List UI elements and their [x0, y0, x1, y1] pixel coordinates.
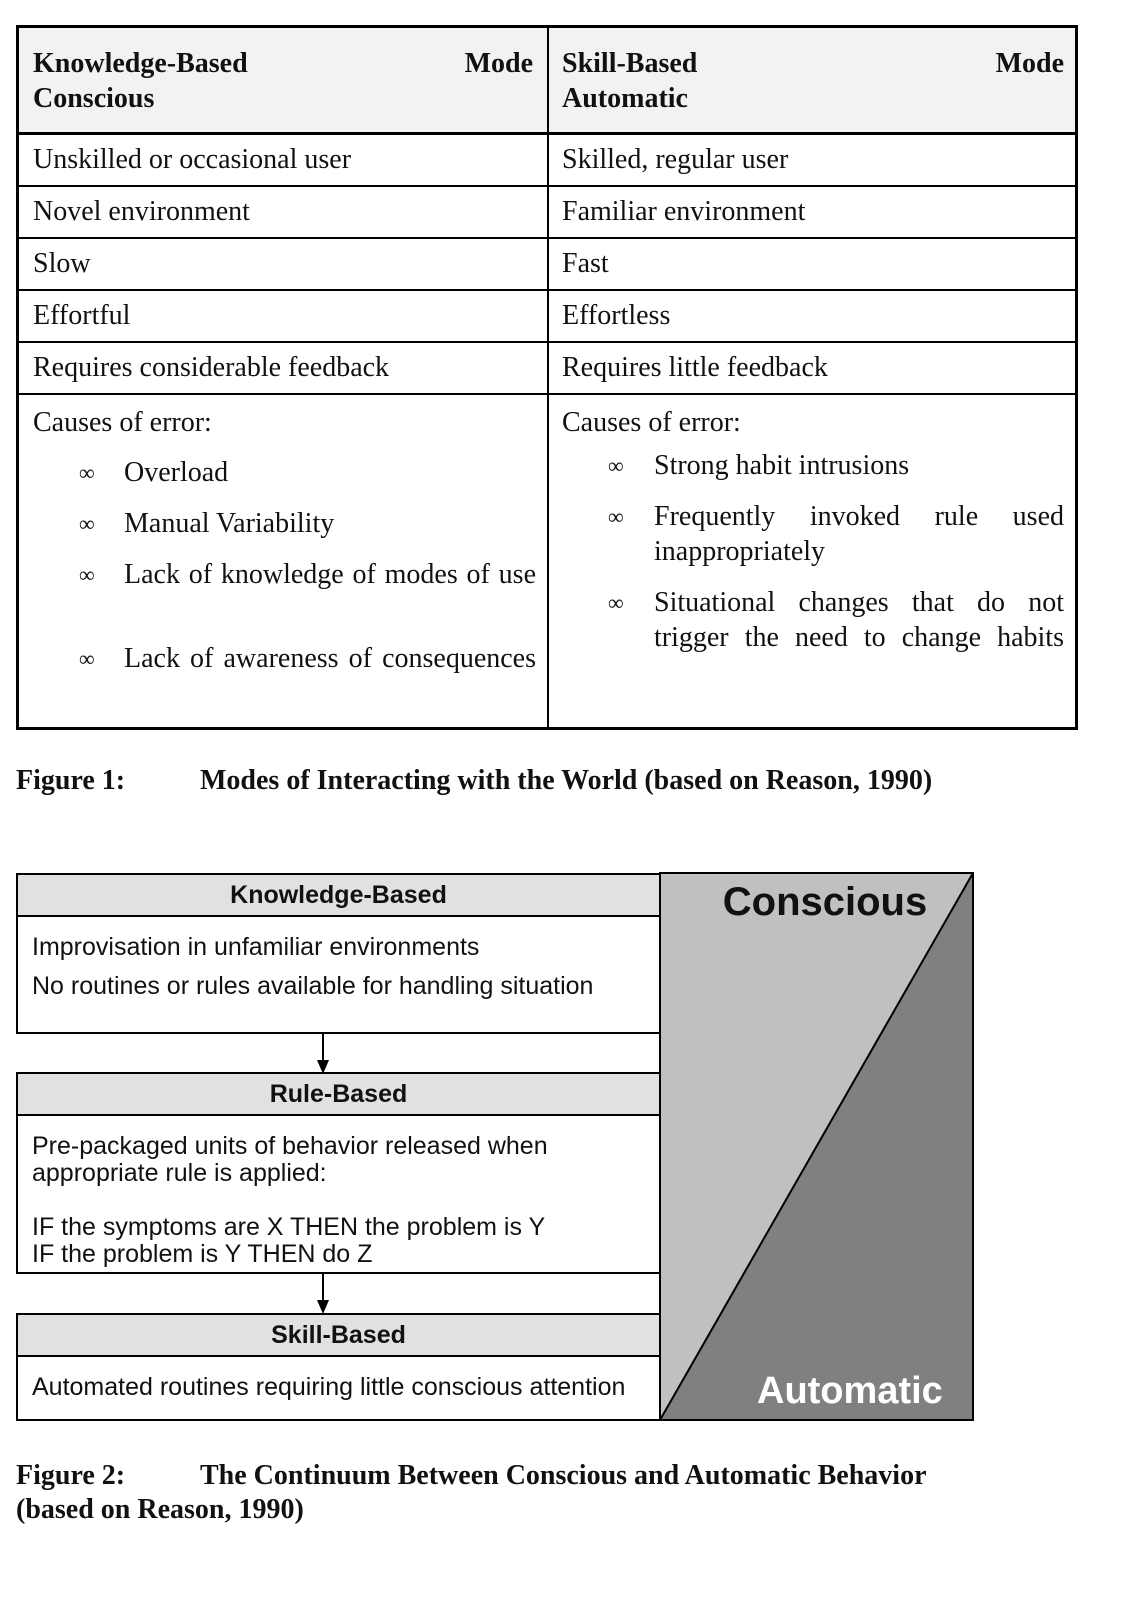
bullet-icon: ∞	[79, 511, 95, 536]
arrow-down-icon	[317, 1300, 329, 1314]
rule-based-title: Rule-Based	[18, 1074, 659, 1116]
header-right-sub: Automatic	[562, 83, 688, 114]
rule-based-box	[16, 1072, 661, 1274]
row-left-cell: Effortful	[33, 300, 131, 331]
bullet-icon: ∞	[79, 646, 95, 671]
left-cause-item: Lack of awareness of consequences	[124, 643, 536, 674]
knowledge-line: Improvisation in unfamiliar environments	[32, 933, 480, 961]
header-left-title: Knowledge-Based	[33, 48, 248, 79]
skill-based-box	[16, 1313, 661, 1421]
right-cause-item: Situational changes that do not trigger the need to change habits	[654, 587, 1064, 653]
skill-based-title: Skill-Based	[18, 1315, 659, 1357]
knowledge-based-box	[16, 873, 661, 1034]
figure2-caption-label: Figure 2:	[16, 1460, 126, 1491]
header-left-mode: Mode	[464, 48, 533, 79]
row-left-cell: Slow	[33, 248, 91, 279]
row-right-cell: Effortless	[562, 300, 671, 331]
right-cause-item: Frequently invoked rule used inappropriately	[654, 501, 1064, 567]
figure1-caption-label: Figure 1:	[16, 765, 126, 796]
row-left-cell: Unskilled or occasional user	[33, 144, 352, 175]
bullet-icon: ∞	[608, 504, 624, 529]
bullet-icon: ∞	[79, 562, 95, 587]
bullet-icon: ∞	[79, 460, 95, 485]
figure2-caption-text: The Continuum Between Conscious and Automatic Behavior	[200, 1460, 927, 1491]
row-right-cell: Skilled, regular user	[562, 144, 789, 175]
left-cause-item: Lack of knowledge of modes of use	[124, 559, 536, 590]
automatic-label: Automatic	[757, 1370, 943, 1412]
bullet-icon: ∞	[608, 453, 624, 478]
conscious-label: Conscious	[722, 880, 928, 924]
causes-label-right: Causes of error:	[562, 407, 741, 438]
skill-line: Automated routines requiring little conscious attention	[32, 1373, 626, 1401]
row-left-cell: Requires considerable feedback	[33, 352, 390, 383]
row-right-cell: Fast	[562, 248, 609, 279]
rule-line: IF the problem is Y THEN do Z	[32, 1240, 373, 1268]
bullet-icon: ∞	[608, 590, 624, 615]
knowledge-line: No routines or rules available for handling situation	[32, 972, 594, 1000]
rule-line: appropriate rule is applied:	[32, 1159, 327, 1187]
rule-line: Pre-packaged units of behavior released when	[32, 1132, 548, 1160]
header-right-title: Skill-Based	[562, 48, 698, 79]
row-right-cell: Requires little feedback	[562, 352, 828, 383]
figure1-caption-text: Modes of Interacting with the World (based on Reason, 1990)	[200, 765, 933, 796]
figure2-caption-line2: (based on Reason, 1990)	[16, 1494, 304, 1525]
header-right-mode: Mode	[995, 48, 1064, 79]
right-cause-item: Strong habit intrusions	[654, 450, 910, 481]
left-cause-item: Overload	[124, 457, 229, 488]
rule-line: IF the symptoms are X THEN the problem is Y	[32, 1213, 546, 1241]
knowledge-based-title: Knowledge-Based	[18, 875, 659, 917]
left-cause-item: Manual Variability	[124, 508, 335, 539]
row-left-cell: Novel environment	[33, 196, 250, 227]
causes-label-left: Causes of error:	[33, 407, 212, 438]
row-right-cell: Familiar environment	[562, 196, 806, 227]
header-left-sub: Conscious	[33, 83, 155, 114]
